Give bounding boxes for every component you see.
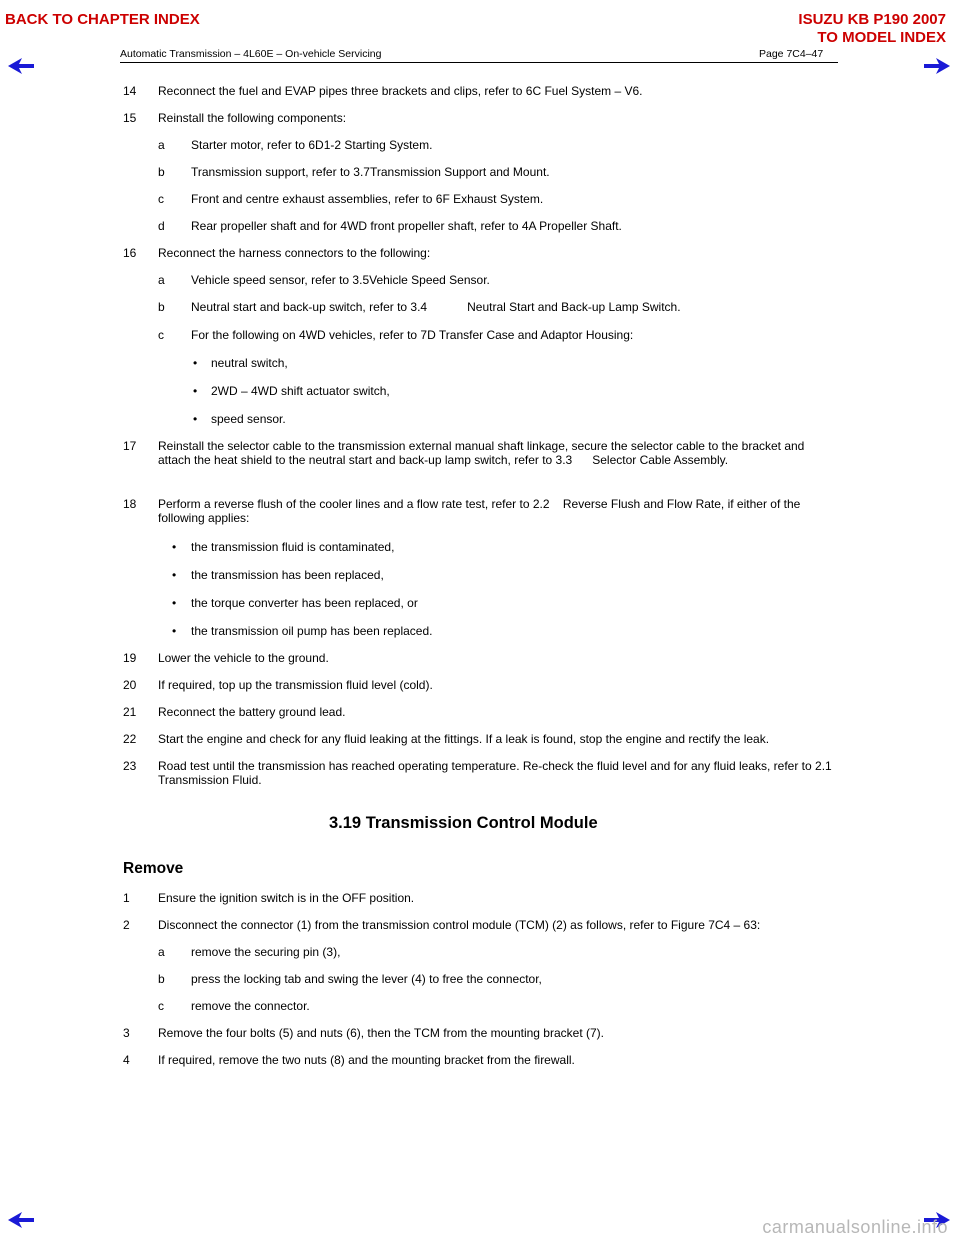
bullet-text: speed sensor. (211, 412, 286, 426)
step-number: 18 (123, 497, 137, 511)
bullet-text: the transmission oil pump has been replaced. (191, 624, 433, 638)
sub-step-letter: b (158, 300, 165, 314)
step-number: 17 (123, 439, 137, 453)
step-text: Road test until the transmission has reached operating temperature. Re-check the fluid level and for any fluid leaks, refer to 2.1 Transmission Fluid. (158, 759, 842, 787)
step-text: Ensure the ignition switch is in the OFF position. (158, 891, 415, 905)
step-text: If required, remove the two nuts (8) and the mounting bracket from the firewall. (158, 1053, 575, 1067)
bullet-text: neutral switch, (211, 356, 288, 370)
step-text: Reinstall the selector cable to the transmission external manual shaft linkage, secure the selector cable to the bracket and attach the heat shield to the neutral start and back-up lamp switch, refer to 3.3 Selector Cable Assembly. (158, 439, 808, 467)
sub-step-letter: b (158, 165, 165, 179)
step-number: 15 (123, 111, 137, 125)
step-text: Reconnect the harness connectors to the following: (158, 246, 431, 260)
sub-step-text: Rear propeller shaft and for 4WD front propeller shaft, refer to 4A Propeller Shaft. (191, 219, 622, 233)
header-rule (120, 62, 838, 63)
subsection-title: Remove (123, 860, 184, 877)
step-number: 19 (123, 651, 137, 665)
step-number: 4 (123, 1053, 130, 1067)
step-number: 23 (123, 759, 137, 773)
section-title: 3.19 Transmission Control Module (329, 814, 598, 832)
step-text: Perform a reverse flush of the cooler lines and a flow rate test, refer to 2.2 Reverse Flush and Flow Rate, if either of the following applies: (158, 497, 804, 525)
sub-step-letter: b (158, 972, 165, 986)
step-number: 14 (123, 84, 137, 98)
step-number: 21 (123, 705, 137, 719)
sub-step-letter: a (158, 945, 165, 959)
model-title-link[interactable]: ISUZU KB P190 2007 (798, 11, 946, 28)
step-text: Reconnect the fuel and EVAP pipes three brackets and clips, refer to 6C Fuel System – V6. (158, 84, 643, 98)
sub-step-letter: a (158, 138, 165, 152)
bullet-text: the torque converter has been replaced, or (191, 596, 418, 610)
step-text: Remove the four bolts (5) and nuts (6), then the TCM from the mounting bracket (7). (158, 1026, 604, 1040)
step-number: 20 (123, 678, 137, 692)
sub-step-text: remove the connector. (191, 999, 310, 1013)
bullet-icon: • (193, 384, 198, 398)
running-header-page: Page 7C4–47 (759, 48, 824, 60)
step-text: Disconnect the connector (1) from the transmission control module (TCM) (2) as follows, refer to Figure 7C4 – 63: (158, 918, 761, 932)
step-number: 1 (123, 891, 130, 905)
previous-page-arrow-icon[interactable] (8, 1212, 34, 1228)
next-page-arrow-icon[interactable] (924, 58, 950, 74)
sub-step-text: Vehicle speed sensor, refer to 3.5Vehicle Speed Sensor. (191, 273, 490, 287)
step-number: 22 (123, 732, 137, 746)
bullet-icon: • (172, 540, 177, 554)
to-model-index-link[interactable]: TO MODEL INDEX (817, 29, 946, 46)
bullet-icon: • (172, 596, 177, 610)
sub-step-text: Neutral start and back-up switch, refer to 3.4 Neutral Start and Back-up Lamp Switch. (191, 300, 681, 314)
step-number: 3 (123, 1026, 130, 1040)
step-text: Reconnect the battery ground lead. (158, 705, 346, 719)
running-header-left: Automatic Transmission – 4L60E – On-vehicle Servicing (120, 48, 382, 60)
sub-step-letter: c (158, 192, 164, 206)
bullet-icon: • (172, 568, 177, 582)
sub-step-text: Front and centre exhaust assemblies, refer to 6F Exhaust System. (191, 192, 544, 206)
watermark: carmanualsonline.info (762, 1217, 948, 1237)
sub-step-letter: c (158, 999, 164, 1013)
previous-page-arrow-icon[interactable] (8, 58, 34, 74)
sub-step-letter: d (158, 219, 165, 233)
bullet-text: the transmission fluid is contaminated, (191, 540, 395, 554)
sub-step-text: Transmission support, refer to 3.7Transmission Support and Mount. (191, 165, 550, 179)
step-number: 16 (123, 246, 137, 260)
sub-step-text: remove the securing pin (3), (191, 945, 341, 959)
sub-step-text: For the following on 4WD vehicles, refer to 7D Transfer Case and Adaptor Housing: (191, 328, 634, 342)
sub-step-text: Starter motor, refer to 6D1-2 Starting System. (191, 138, 433, 152)
bullet-icon: • (193, 412, 198, 426)
step-text: If required, top up the transmission fluid level (cold). (158, 678, 433, 692)
sub-step-text: press the locking tab and swing the lever (4) to free the connector, (191, 972, 542, 986)
bullet-icon: • (193, 356, 198, 370)
bullet-text: 2WD – 4WD shift actuator switch, (211, 384, 390, 398)
step-number: 2 (123, 918, 130, 932)
bullet-text: the transmission has been replaced, (191, 568, 384, 582)
sub-step-letter: c (158, 328, 164, 342)
step-text: Lower the vehicle to the ground. (158, 651, 329, 665)
step-text: Start the engine and check for any fluid leaking at the fittings. If a leak is found, stop the engine and rectify the leak. (158, 732, 770, 746)
step-text: Reinstall the following components: (158, 111, 347, 125)
back-to-chapter-index-link[interactable]: BACK TO CHAPTER INDEX (5, 11, 200, 28)
sub-step-letter: a (158, 273, 165, 287)
bullet-icon: • (172, 624, 177, 638)
